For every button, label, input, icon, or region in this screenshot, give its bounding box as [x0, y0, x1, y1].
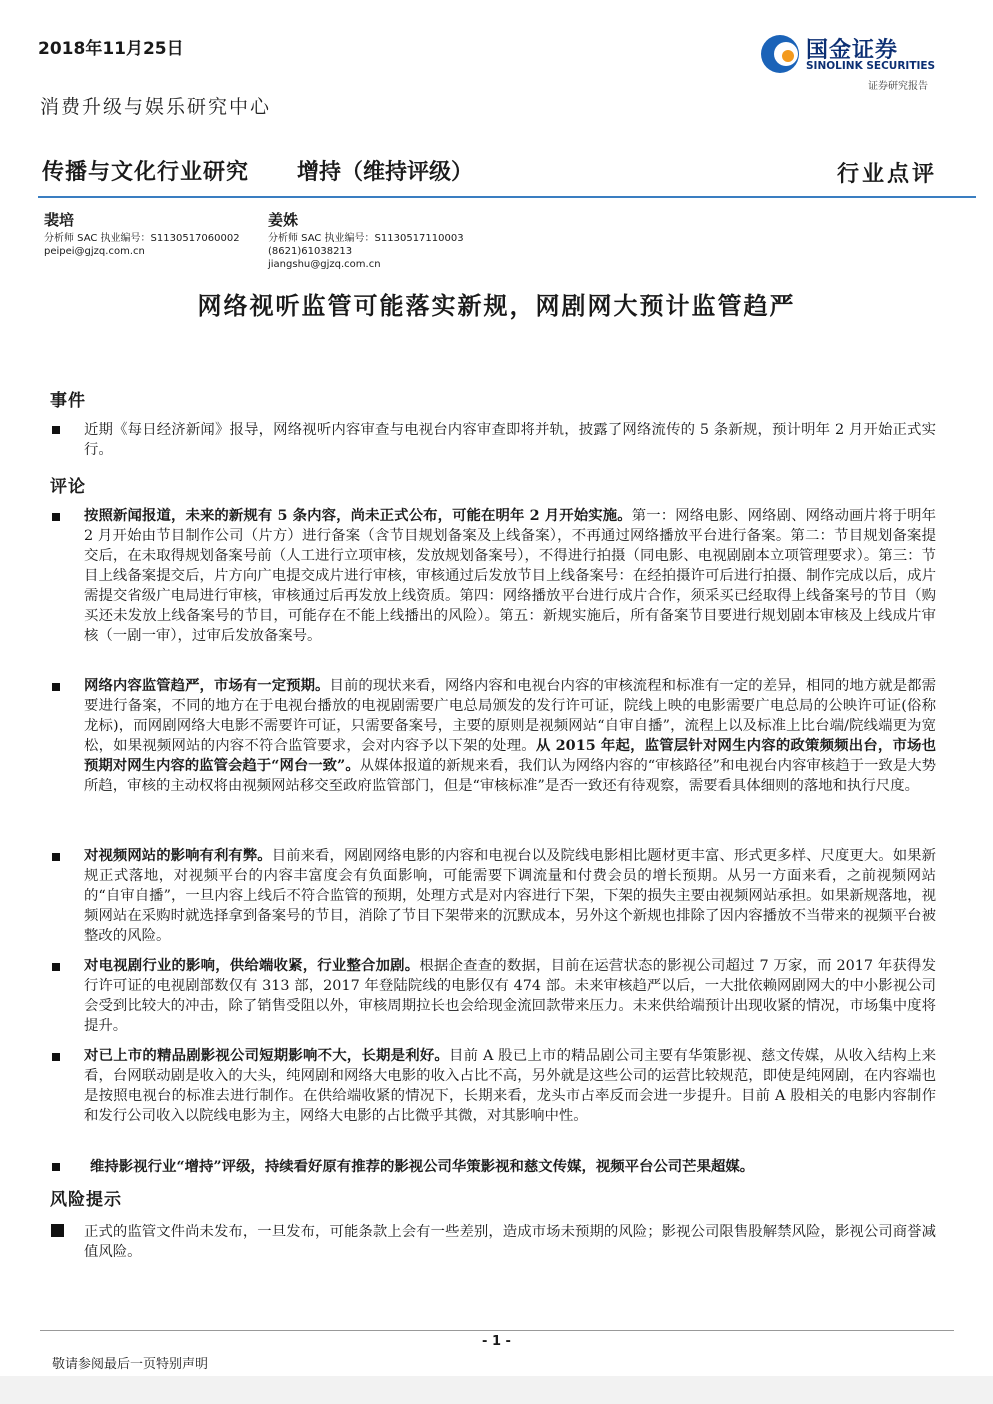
- footer-bar: [0, 1376, 993, 1404]
- analyst-1-name: 裴培: [44, 211, 75, 229]
- analyst-2-name: 姜姝: [268, 211, 299, 229]
- report-title: 网络视听监管可能落实新规，网剧网大预计监管趋严: [197, 291, 796, 320]
- logo-name: 国金证券: [806, 38, 899, 63]
- comment-5-body: 目前 A 股已上市的精品剧公司主要有华策影视、慈文传媒，从收入结构上来看，台网联动剧是收入的大头，纯网剧和网络大电影的收入占比不高，另外就是这些公司的运营比较规范，即使是纯网剧，在内容端也是按照电视台的标准去进行制作。在供给端收紧的情况下，长期来看，龙头市占率反而会进一步提升。目前 A 股相关的电影内容制作和发行公司收入以院线电影为主，网络大电影的占比微乎其微，对其影响中性。: [84, 1048, 936, 1124]
- logo-subtitle: 证券研究报告: [868, 81, 928, 92]
- bullet-icon: [52, 683, 60, 691]
- bullet-icon: [52, 513, 60, 521]
- bullet-icon: [52, 1163, 60, 1171]
- bullet-icon: [52, 853, 60, 861]
- section-risk-heading: 风险提示: [50, 1190, 122, 1210]
- analyst-2-sac: 分析师 SAC 执业编号：S1130517110003: [268, 233, 464, 244]
- rating-label: 增持（维持评级）: [297, 160, 474, 185]
- report-type: 行业点评: [836, 161, 937, 187]
- comment-4-body: 根据企查查的数据，目前在运营状态的影视公司超过 7 万家，而 2017 年获得发行许可证的电视剧部数仅有 313 部，2017 年登陆院线的电影仅有 474 部。未来审核趋严以后，一大批依赖网剧网大的中小影视公司会受到比较大的冲击，除了销售受阻以外，审核周期拉长也会给现金流回款带来压力。未来供给端预计出现收紧的情况，市场集中度将提升。: [84, 958, 936, 1034]
- comment-1-body: 第一：网络电影、网络剧、网络动画片将于明年 2 月开始由节目制作公司（片方）进行备案（含节目规划备案及上线备案），不再通过网络播放平台进行备案。第二：节目规划备案提交后，在未取得规划备案号前（人工进行立项审核，发放规划备案号），不得进行拍摄（同电影、电视剧剧本立项管理要求）。第三：节目上线备案提交后，片方向广电提交成片进行审核，审核通过后发放节目上线备案号：在经拍摄许可后进行拍摄、制作完成以后，成片需提交省级广电局进行审核，审核通过后再发放上线资质。第四：网络播放平台进行成片合作，须采买已经取得上线备案号的节目（购买还未发放上线备案号的节目，可能存在不能上线播出的风险）。第五：新规实施后，所有备案节目要进行规划剧本审核及上线成片审核（一剧一审），过审后发放备案号。: [84, 508, 936, 644]
- logo-name-en: SINOLINK SECURITIES: [806, 60, 936, 72]
- analyst-2-email[interactable]: jiangshu@gjzq.com.cn: [268, 259, 381, 270]
- risk-paragraph: 正式的监管文件尚未发布，一旦发布，可能条款上会有一些差别，造成市场未预期的风险；影视公司限售股解禁风险，影视公司商誉减值风险。: [84, 1224, 936, 1260]
- bullet-icon: [52, 1053, 60, 1061]
- report-date: 2018年11月25日: [38, 39, 184, 59]
- comment-5-lead: 对已上市的精品剧影视公司短期影响不大，长期是利好。: [84, 1047, 450, 1064]
- industry-title: 传播与文化行业研究: [42, 160, 250, 185]
- comment-paragraph-2: [84, 676, 936, 796]
- comment-2-body2: 从媒体报道的新规来看，我们认为网络内容的“审核路径”和电视台内容审核趋于一致是大势所趋，审核的主动权将由视频网站移交至政府监管部门，但是“审核标准”是否一致还有待观察，需要看具体细则的落地和执行尺度。: [84, 758, 937, 794]
- comment-paragraph-4: [84, 956, 936, 1036]
- bullet-icon: [52, 963, 60, 971]
- comment-4-lead: 对电视剧行业的影响，供给端收紧，行业整合加剧。: [84, 957, 420, 974]
- analyst-1-email[interactable]: peipei@gjzq.com.cn: [44, 246, 145, 257]
- comment-6-lead: 维持影视行业“增持”评级，持续看好原有推荐的影视公司华策影视和慈文传媒，视频平台公司芒果超媒。: [90, 1158, 755, 1175]
- section-event-heading: 事件: [50, 391, 86, 411]
- analyst-2-phone: (8621)61038213: [268, 246, 353, 257]
- header-divider: [38, 196, 976, 198]
- comment-3-lead: 对视频网站的影响有利有弊。: [84, 847, 272, 864]
- comment-1-lead: 按照新闻报道，未来的新规有 5 条内容，尚未正式公布，可能在明年 2 月开始实施。: [84, 507, 632, 524]
- comment-2-body: 目前的现状来看，网络内容和电视台内容的审核流程和标准有一定的差异，相同的地方就是都需要进行备案，不同的地方在于电视台播放的电视剧需要广电总局颁发的发行许可证，院线上映的电影需要广电总局的公映许可证(俗称龙标)，而网剧网络大电影不需要许可证，只需要备案号，主要的原则是视频网站“自审自播”，流程上以及标准上比台端/院线端更为宽松，如果视频网站的内容不符合监管要求，会对内容予以下架的处理。: [84, 678, 936, 754]
- bullet-icon: [52, 426, 60, 434]
- comment-2-lead: 网络内容监管趋严，市场有一定预期。: [84, 677, 330, 694]
- footer-divider: [40, 1330, 954, 1331]
- comment-paragraph-3: [84, 846, 936, 946]
- research-center: 消费升级与娱乐研究中心: [40, 96, 272, 118]
- footer-disclaimer: 敬请参阅最后一页特别声明: [52, 1357, 209, 1372]
- comment-paragraph-6: [90, 1157, 936, 1177]
- comment-paragraph-5: [84, 1046, 936, 1126]
- page-number: - 1 -: [482, 1334, 511, 1349]
- bullet-icon: [51, 1224, 64, 1237]
- section-comment-heading: 评论: [50, 477, 86, 497]
- comment-3-body: 目前来看，网剧网络电影的内容和电视台以及院线电影相比题材更丰富、形式更多样、尺度更大。如果新规正式落地，对视频平台的内容丰富度会有负面影响，可能需要下调流量和付费会员的增长预期。从另一方面来看，之前视频网站的“自审自播”，一旦内容上线后不符合监管的预期，处理方式是对内容进行下架，下架的损失主要由视频网站承担。如果新规落地，视频网站在采购时就选择拿到备案号的节目，消除了节目下架带来的沉默成本，另外这个新规也排除了因内容播放不当带来的视频平台被整改的风险。: [84, 848, 936, 944]
- analyst-1-sac: 分析师 SAC 执业编号：S1130517060002: [44, 233, 240, 244]
- event-paragraph: 近期《每日经济新闻》报导，网络视听内容审查与电视台内容审查即将并轨，披露了网络流传的 5 条新规，预计明年 2 月开始正式实行。: [84, 422, 936, 458]
- comment-2-lead2: 从 2015 年起，监管层针对网生内容的政策频频出台，市场也预期对网生内容的监管会趋于“网台一致”。: [84, 737, 936, 774]
- comment-paragraph-1: [84, 506, 936, 646]
